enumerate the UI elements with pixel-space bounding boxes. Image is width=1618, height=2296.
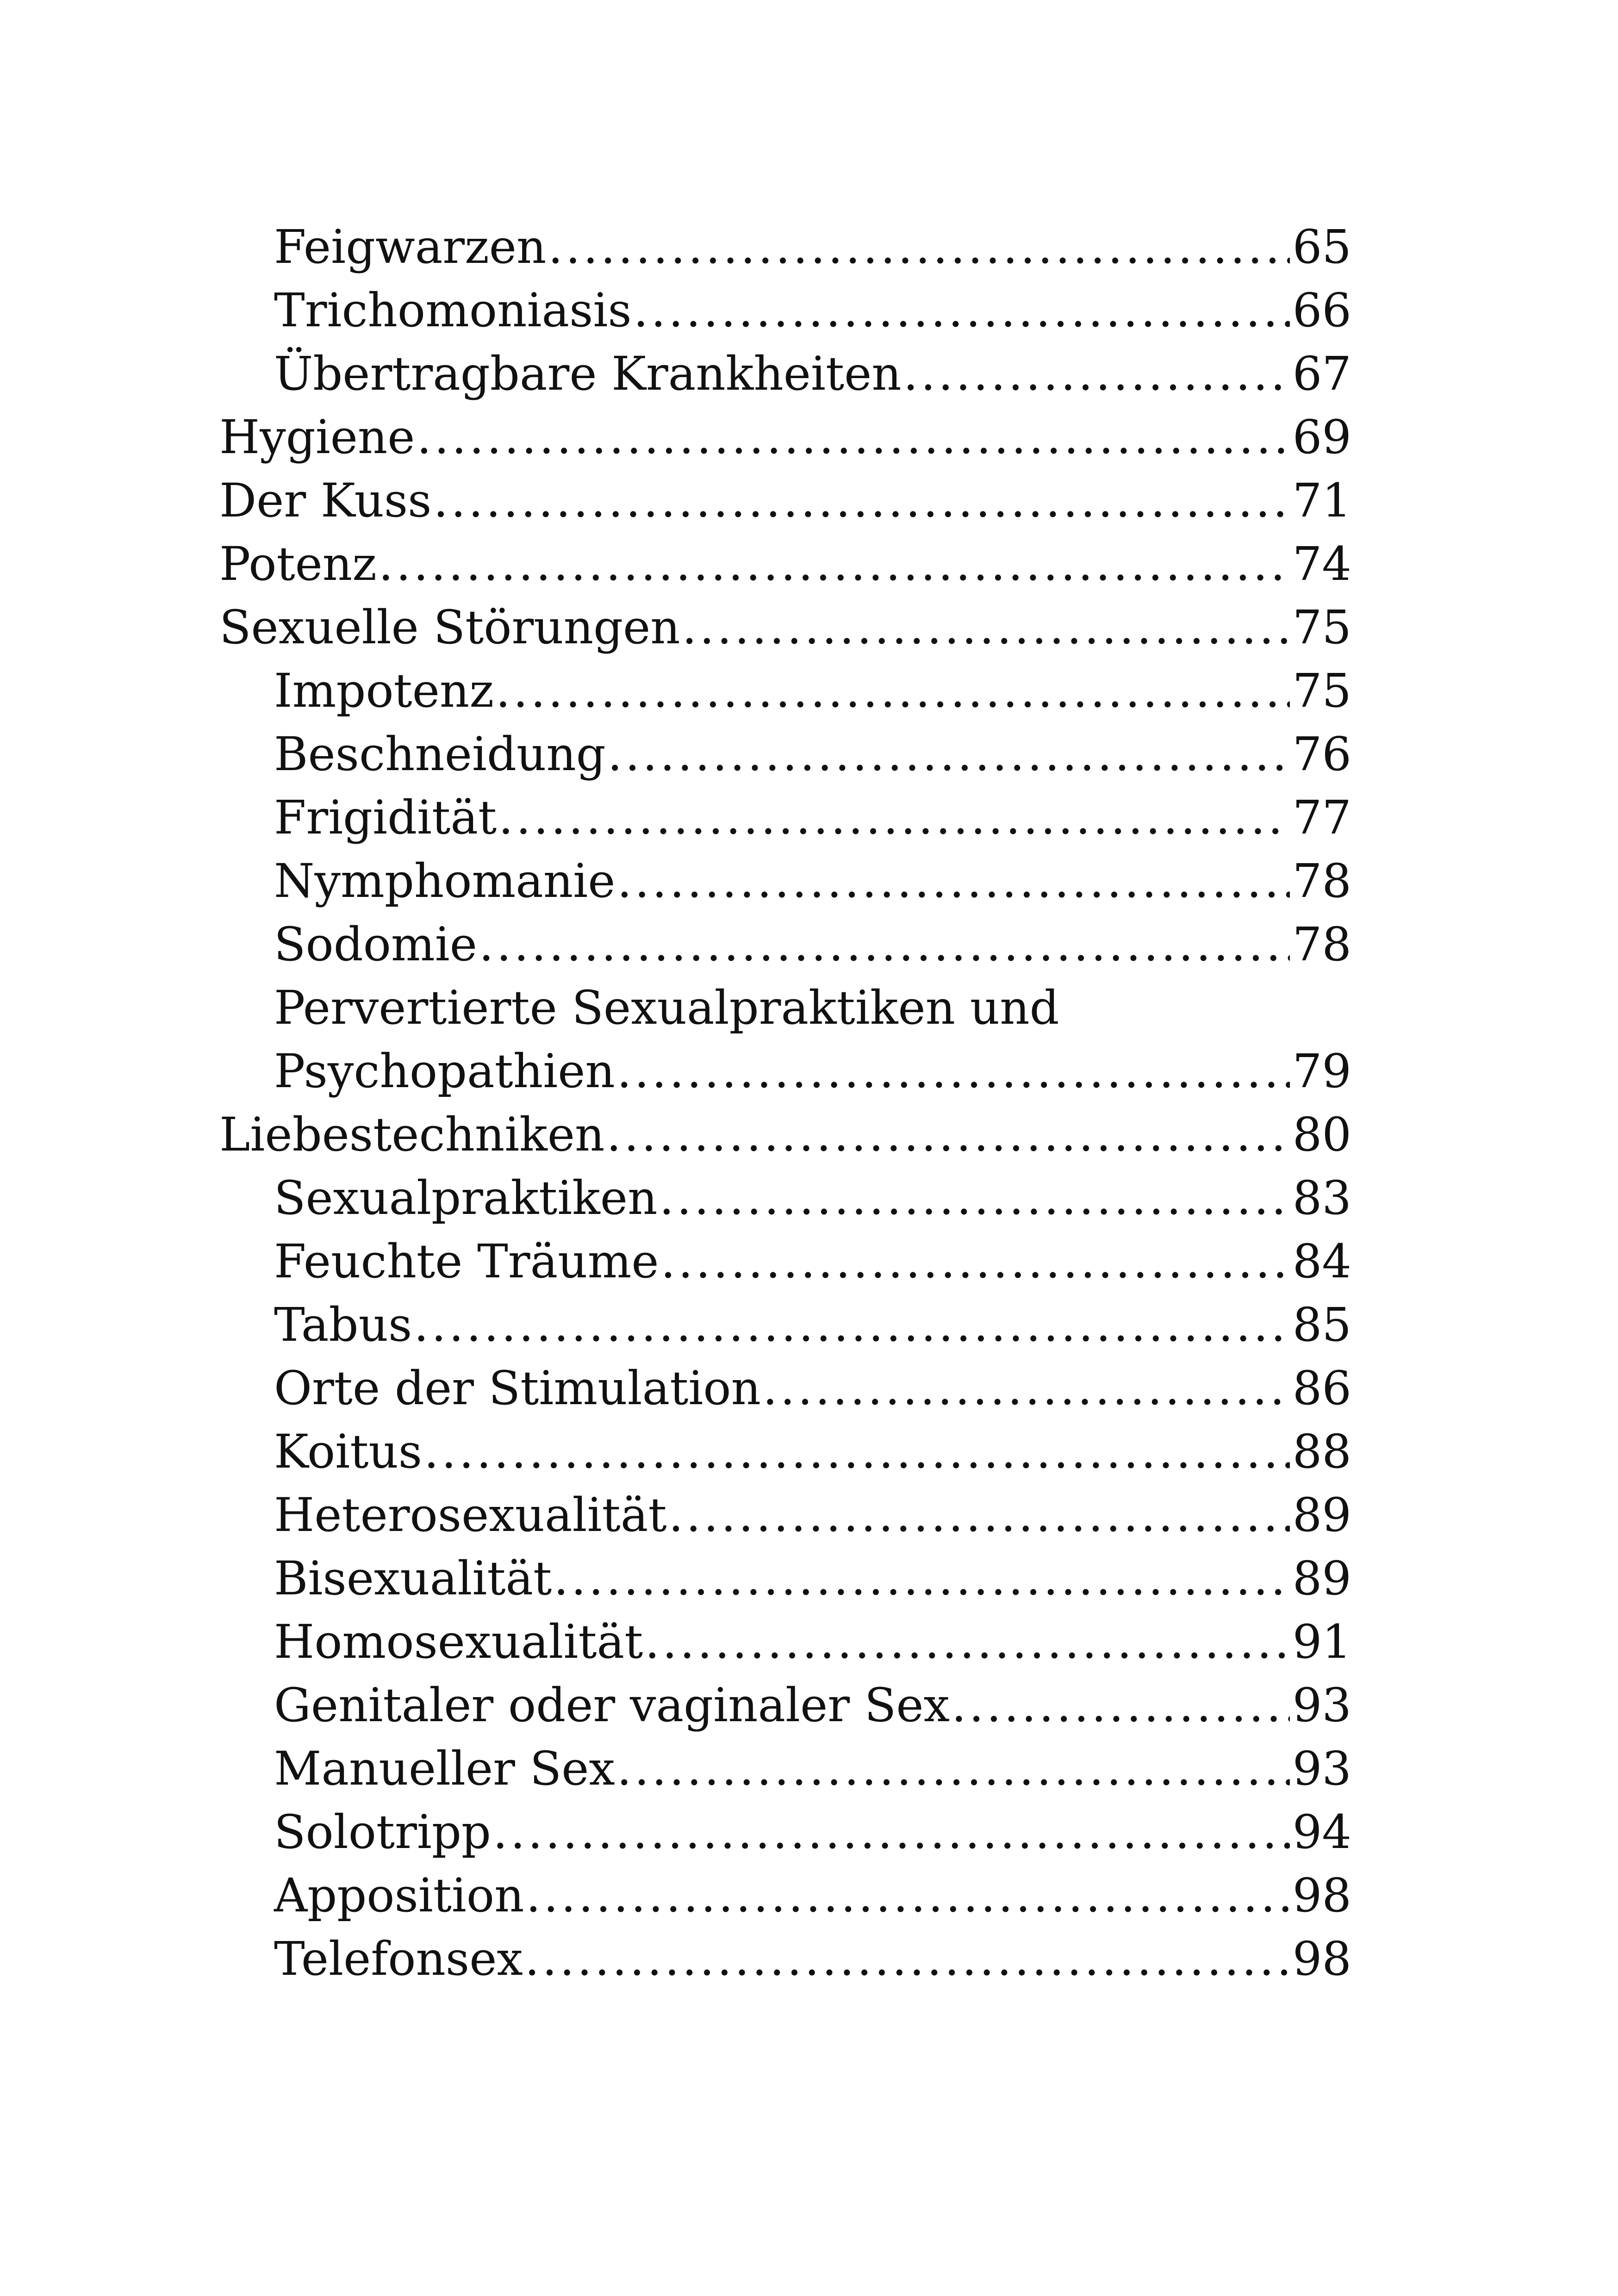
toc-entry[interactable] xyxy=(219,1039,1351,1103)
toc-entry-title: Sexuelle Störungen xyxy=(219,600,680,654)
toc-dot-leader xyxy=(479,913,1290,976)
toc-entry-title: Pervertierte Sexualpraktiken und xyxy=(274,981,1059,1035)
toc-entry-page: 84 xyxy=(1292,1234,1351,1288)
toc-entry-page: 76 xyxy=(1292,727,1351,781)
toc-entry-page: 86 xyxy=(1292,1361,1351,1415)
toc-entry-page: 85 xyxy=(1292,1298,1351,1352)
table-of-contents xyxy=(219,215,1351,1991)
toc-dot-leader xyxy=(417,405,1289,469)
toc-entry-title: Bisexualität xyxy=(274,1551,552,1605)
toc-dot-leader xyxy=(424,1420,1290,1483)
toc-entry-title: Nymphomanie xyxy=(274,854,616,908)
toc-dot-leader xyxy=(903,342,1290,405)
toc-entry-title: Feigwarzen xyxy=(274,220,547,274)
toc-entry[interactable] xyxy=(219,215,1351,279)
toc-entry-page: 78 xyxy=(1292,854,1351,908)
toc-entry-title: Psychopathien xyxy=(274,1044,615,1098)
toc-dot-leader xyxy=(763,1356,1290,1420)
toc-dot-leader xyxy=(525,1927,1290,1991)
toc-entry-title: Genitaler oder vaginaler Sex xyxy=(274,1678,950,1732)
toc-entry-title: Manueller Sex xyxy=(274,1742,615,1796)
toc-entry-page: 77 xyxy=(1292,790,1351,845)
toc-entry[interactable] xyxy=(219,1864,1351,1927)
toc-entry-title: Sexualpraktiken xyxy=(274,1171,658,1225)
toc-dot-leader xyxy=(526,1864,1290,1927)
toc-entry[interactable] xyxy=(219,1800,1351,1864)
toc-entry-page: 75 xyxy=(1292,600,1351,654)
toc-entry-page: 67 xyxy=(1292,347,1351,401)
toc-entry[interactable] xyxy=(219,1927,1351,1991)
toc-entry[interactable] xyxy=(219,1103,1351,1166)
toc-entry-title: Telefonsex xyxy=(274,1932,523,1986)
toc-dot-leader xyxy=(496,659,1290,722)
toc-entry-page: 79 xyxy=(1292,1044,1351,1098)
toc-entry-page: 93 xyxy=(1292,1678,1351,1732)
toc-entry[interactable] xyxy=(219,722,1351,786)
toc-entry-title: Impotenz xyxy=(274,664,494,718)
toc-entry-title: Koitus xyxy=(274,1425,423,1479)
toc-entry[interactable] xyxy=(219,405,1351,469)
toc-entry[interactable] xyxy=(219,469,1351,532)
toc-entry-page: 89 xyxy=(1292,1551,1351,1605)
toc-entry-page: 65 xyxy=(1292,220,1351,274)
toc-entry[interactable] xyxy=(219,1230,1351,1293)
toc-dot-leader xyxy=(645,1610,1289,1674)
toc-entry-page: 80 xyxy=(1292,1108,1351,1162)
toc-entry-title: Beschneidung xyxy=(274,727,606,781)
toc-entry-title: Orte der Stimulation xyxy=(274,1361,761,1415)
toc-entry[interactable] xyxy=(219,279,1351,342)
toc-dot-leader xyxy=(434,469,1290,532)
toc-dot-leader xyxy=(493,1800,1290,1864)
toc-dot-leader xyxy=(661,1230,1290,1293)
toc-entry[interactable] xyxy=(219,1356,1351,1420)
toc-entry-page: 94 xyxy=(1292,1805,1351,1859)
toc-entry-title: Heterosexualität xyxy=(274,1488,667,1542)
toc-dot-leader xyxy=(617,1039,1290,1103)
toc-dot-leader xyxy=(659,1166,1289,1230)
toc-dot-leader xyxy=(608,722,1290,786)
toc-entry-page: 75 xyxy=(1292,664,1351,718)
toc-entry-page: 93 xyxy=(1292,1742,1351,1796)
toc-dot-leader xyxy=(606,1103,1289,1166)
toc-entry-title: Trichomoniasis xyxy=(274,283,632,337)
toc-entry[interactable] xyxy=(219,342,1351,405)
toc-entry[interactable] xyxy=(219,849,1351,913)
toc-entry-page: 83 xyxy=(1292,1171,1351,1225)
toc-entry-page: 88 xyxy=(1292,1425,1351,1479)
toc-dot-leader xyxy=(498,786,1290,849)
toc-dot-leader xyxy=(617,849,1289,913)
toc-entry-title: Hygiene xyxy=(219,410,415,464)
toc-entry-page: 98 xyxy=(1292,1932,1351,1986)
toc-entry[interactable] xyxy=(219,1674,1351,1737)
toc-entry-page: 71 xyxy=(1292,473,1351,528)
toc-dot-leader xyxy=(682,596,1290,659)
toc-entry-page: 74 xyxy=(1292,537,1351,591)
toc-entry-page: 91 xyxy=(1292,1615,1351,1669)
toc-entry[interactable] xyxy=(219,1547,1351,1610)
toc-dot-leader xyxy=(554,1547,1289,1610)
toc-entry-page: 66 xyxy=(1292,283,1351,337)
toc-entry-title: Der Kuss xyxy=(219,473,432,528)
toc-entry-title: Liebestechniken xyxy=(219,1108,605,1162)
toc-entry[interactable] xyxy=(219,1166,1351,1230)
toc-entry-title: Tabus xyxy=(274,1298,412,1352)
toc-entry[interactable] xyxy=(219,913,1351,976)
toc-dot-leader xyxy=(669,1483,1290,1547)
toc-entry-title: Apposition xyxy=(274,1868,524,1923)
toc-entry-title: Feuchte Träume xyxy=(274,1234,659,1288)
toc-entry-page: 69 xyxy=(1292,410,1351,464)
toc-entry-title: Übertragbare Krankheiten xyxy=(274,347,902,401)
toc-entry-title: Solotripp xyxy=(274,1805,491,1859)
toc-entry[interactable] xyxy=(219,659,1351,722)
toc-dot-leader xyxy=(548,215,1289,279)
toc-entry[interactable] xyxy=(219,1610,1351,1674)
toc-entry[interactable] xyxy=(219,1483,1351,1547)
toc-dot-leader xyxy=(952,1674,1290,1737)
toc-entry-page: 78 xyxy=(1292,917,1351,971)
toc-entry[interactable] xyxy=(219,596,1351,659)
toc-entry-title: Homosexualität xyxy=(274,1615,643,1669)
toc-entry-title: Sodomie xyxy=(274,917,477,971)
toc-entry-continued[interactable] xyxy=(219,976,1351,1039)
toc-dot-leader xyxy=(414,1293,1289,1356)
toc-entry[interactable] xyxy=(219,1420,1351,1483)
toc-entry[interactable] xyxy=(219,1293,1351,1356)
toc-dot-leader xyxy=(379,532,1290,596)
toc-entry-title: Frigidität xyxy=(274,790,497,845)
toc-entry[interactable] xyxy=(219,786,1351,849)
toc-dot-leader xyxy=(634,279,1290,342)
toc-entry[interactable] xyxy=(219,1737,1351,1800)
toc-entry-title: Potenz xyxy=(219,537,377,591)
toc-entry-page: 98 xyxy=(1292,1868,1351,1923)
toc-entry-page: 89 xyxy=(1292,1488,1351,1542)
toc-entry[interactable] xyxy=(219,532,1351,596)
toc-dot-leader xyxy=(617,1737,1290,1800)
